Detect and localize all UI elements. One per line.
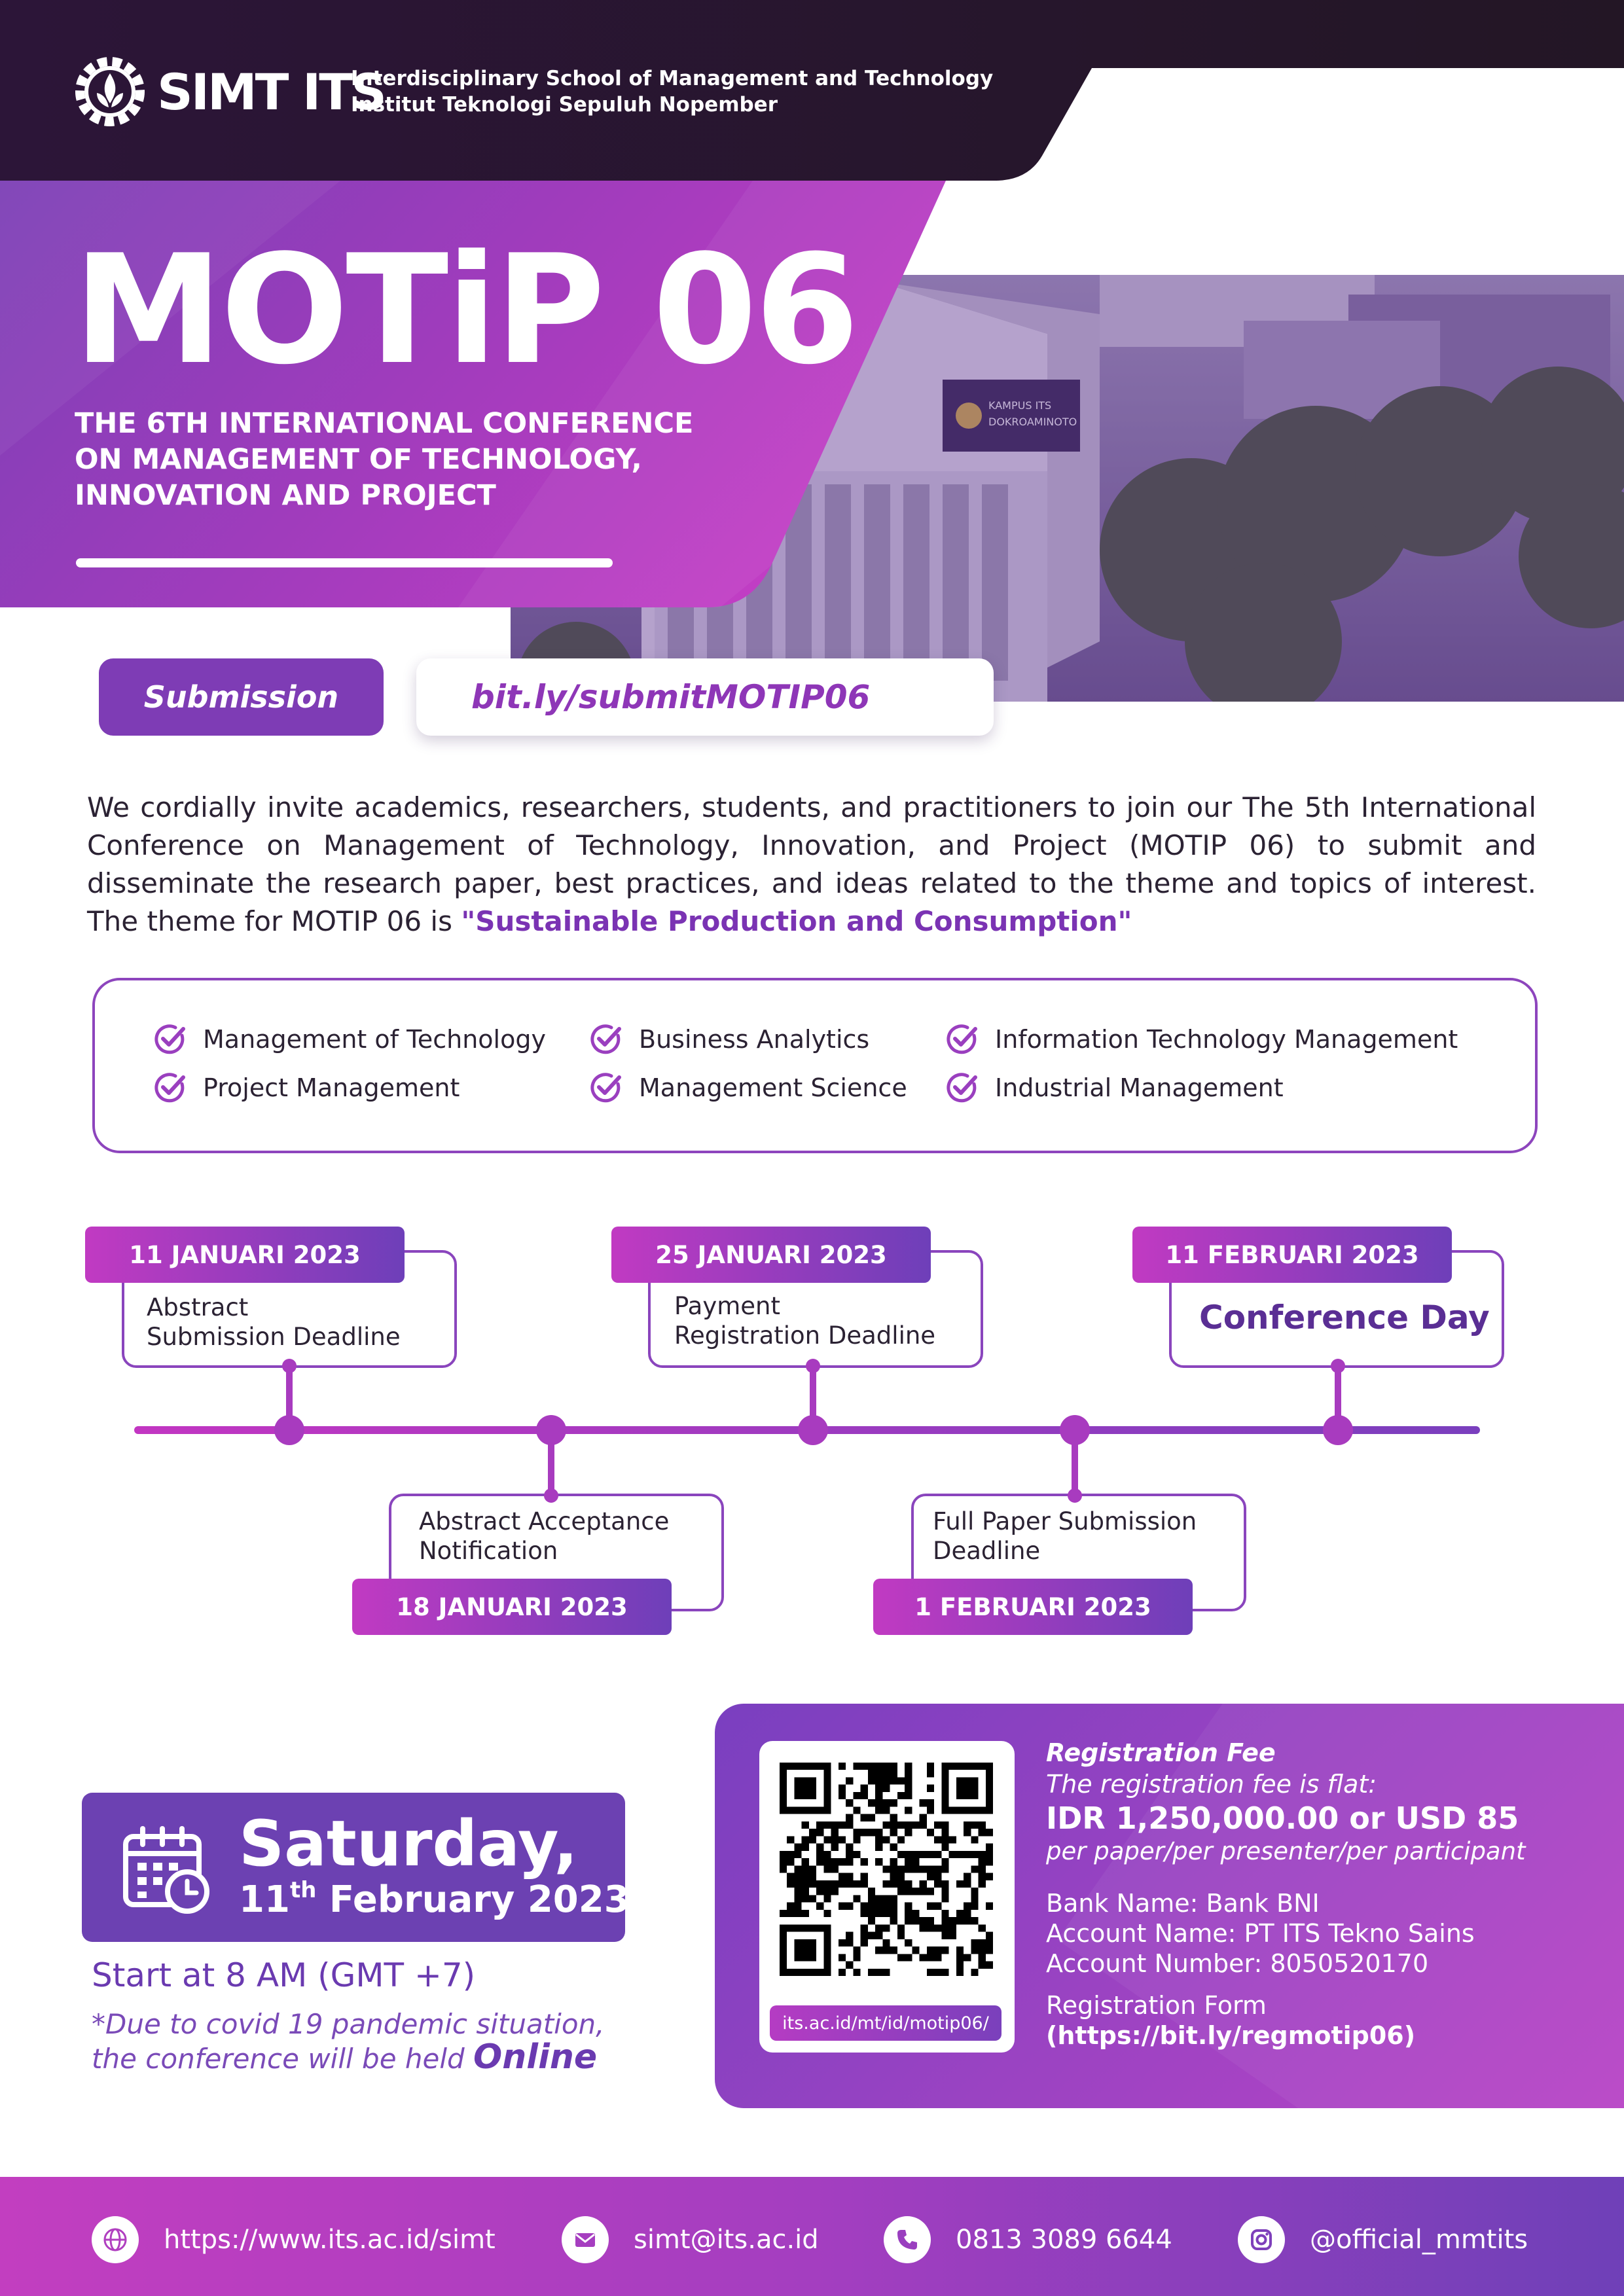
topic-item: Industrial Management [945, 1071, 1284, 1105]
simt-its-logo: SIMT ITS [157, 63, 385, 121]
topics-box [92, 978, 1538, 1153]
conference-title: MOTiP 06 [73, 223, 857, 398]
registration-per-note: per paper/per presenter/per participant [1046, 1837, 1526, 1865]
theme-text: "Sustainable Production and Consumption" [461, 905, 1132, 937]
covid-note: *Due to covid 19 pandemic situation, the conference will be held Online [92, 2008, 605, 2077]
instagram-icon [1238, 2216, 1285, 2263]
qr-code-icon[interactable] [780, 1763, 993, 1976]
registration-price: IDR 1,250,000.00 or USD 85 [1046, 1801, 1519, 1836]
event-day: Saturday, [239, 1807, 578, 1880]
timeline-date: 11 FEBRUARI 2023 [1132, 1227, 1452, 1283]
timeline-label: Abstract Acceptance Notification [419, 1507, 670, 1565]
qr-url-label[interactable]: its.ac.id/mt/id/motip06/ [770, 2005, 1001, 2041]
topic-item: Management of Technology [153, 1022, 546, 1056]
submission-button[interactable]: Submission [99, 658, 384, 736]
timeline-date: 18 JANUARI 2023 [352, 1579, 672, 1635]
check-circle-icon [589, 1022, 623, 1056]
topic-item: Business Analytics [589, 1022, 869, 1056]
timeline-dot [274, 1415, 304, 1445]
topic-item: Information Technology Management [945, 1022, 1458, 1056]
timeline-label: Abstract Submission Deadline [147, 1293, 401, 1351]
registration-flat-note: The registration fee is flat: [1046, 1770, 1377, 1799]
timeline-label: Payment Registration Deadline [674, 1292, 936, 1350]
bank-name: Bank Name: Bank BNI [1046, 1889, 1320, 1918]
timeline-dot [536, 1415, 566, 1445]
conference-day-label: Conference Day [1199, 1299, 1490, 1336]
event-date: 11th February 2023 [239, 1877, 630, 1921]
check-circle-icon [945, 1022, 979, 1056]
school-name: Interdisciplinary School of Management and Technology Institut Teknologi Sepuluh Nopember [351, 67, 994, 117]
svg-text:DOKROAMINOTO: DOKROAMINOTO [988, 416, 1077, 428]
topic-item: Project Management [153, 1071, 460, 1105]
mail-icon [562, 2216, 609, 2263]
submission-link[interactable]: bit.ly/submitMOTIP06 [416, 658, 994, 736]
conference-subtitle: THE 6TH INTERNATIONAL CONFERENCE ON MANAGEMENT OF TECHNOLOGY, INNOVATION AND PROJECT [75, 407, 694, 512]
phone-icon [884, 2216, 931, 2263]
globe-icon [92, 2216, 139, 2263]
account-name: Account Name: PT ITS Tekno Sains [1046, 1919, 1475, 1948]
check-circle-icon [945, 1071, 979, 1105]
timeline-dot [1323, 1415, 1353, 1445]
timeline-date: 1 FEBRUARI 2023 [873, 1579, 1193, 1635]
check-circle-icon [589, 1071, 623, 1105]
registration-fee-title: Registration Fee [1046, 1738, 1276, 1767]
timeline-dot [1060, 1415, 1090, 1445]
check-circle-icon [153, 1022, 187, 1056]
calendar-clock-icon [120, 1823, 212, 1915]
registration-form-label: Registration Form [1046, 1991, 1267, 2020]
footer-instagram[interactable]: @official_mmtits [1238, 2216, 1528, 2263]
its-logo-icon [71, 52, 149, 131]
online-label: Online [473, 2037, 598, 2077]
footer-email[interactable]: simt@its.ac.id [562, 2216, 819, 2263]
topic-item: Management Science [589, 1071, 907, 1105]
building-sign: KAMPUS ITS [988, 399, 1052, 412]
intro-paragraph: We cordially invite academics, researchers, students, and practitioners to join our The 5th International Conference on Management of Technology, Innovation, and Project (MOTIP 06) to submit and disseminate the research paper, best practices, and ideas related to the theme and topics of interest. The theme for MOTIP 06 is "Sustainable Production and Consumption" [87, 791, 1536, 937]
hero-divider [76, 558, 613, 567]
check-circle-icon [153, 1071, 187, 1105]
timeline-dot [798, 1415, 828, 1445]
timeline-date: 11 JANUARI 2023 [85, 1227, 405, 1283]
footer-website[interactable]: https://www.its.ac.id/simt [92, 2216, 496, 2263]
start-time: Start at 8 AM (GMT +7) [92, 1956, 476, 1994]
footer-phone[interactable]: 0813 3089 6644 [884, 2216, 1172, 2263]
timeline-date: 25 JANUARI 2023 [611, 1227, 931, 1283]
registration-form-link[interactable]: (https://bit.ly/regmotip06) [1046, 2021, 1416, 2050]
timeline-label: Full Paper Submission Deadline [933, 1507, 1197, 1565]
account-number: Account Number: 8050520170 [1046, 1949, 1429, 1978]
